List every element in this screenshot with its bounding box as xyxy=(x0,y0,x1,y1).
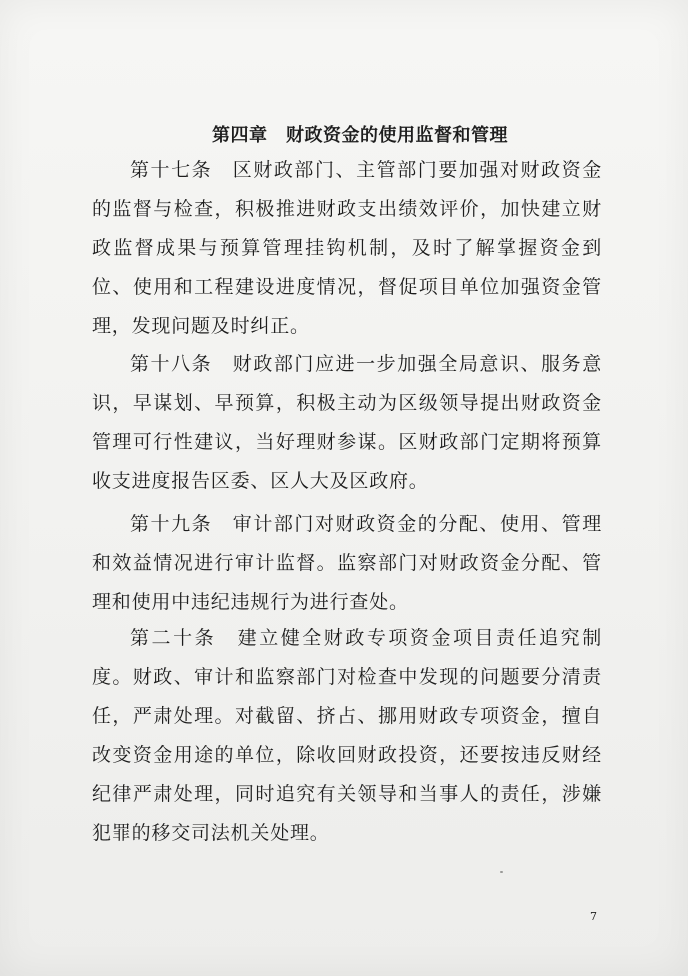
article-19-paragraph: 第十九条 审计部门对财政资金的分配、使用、管理和效益情况进行审计监督。监察部门对财政资金分配、管理和使用中违纪违规行为进行查处。 xyxy=(92,513,602,613)
article-18-paragraph: 第十八条 财政部门应进一步加强全局意识、服务意识，早谋划、早预算，积极主动为区级领导提出财政资金管理可行性建议，当好理财参谋。区财政部门定期将预算收支进度报告区委、区人大及区政府。 xyxy=(92,353,602,492)
article-17-paragraph: 第十七条 区财政部门、主管部门要加强对财政资金的监督与检查，积极推进财政支出绩效评价，加快建立财政监督成果与预算管理挂钩机制，及时了解掌握资金到位、使用和工程建设进度情况，督促项目单位加强资金管理，发现问题及时纠正。 xyxy=(92,159,602,337)
article-20-paragraph: 第二十条 建立健全财政专项资金项目责任追究制度。财政、审计和监察部门对检查中发现的问题要分清责任，严肃处理。对截留、挤占、挪用财政专项资金，擅自改变资金用途的单位，除收回财政投资，还要按违反财经纪律严肃处理，同时追究有关领导和当事人的责任，涉嫌犯罪的移交司法机关处理。 xyxy=(92,627,602,844)
scan-speck xyxy=(500,871,503,873)
chapter-heading: 第四章 财政资金的使用监督和管理 xyxy=(212,125,508,146)
page-number: 7 xyxy=(590,910,597,923)
